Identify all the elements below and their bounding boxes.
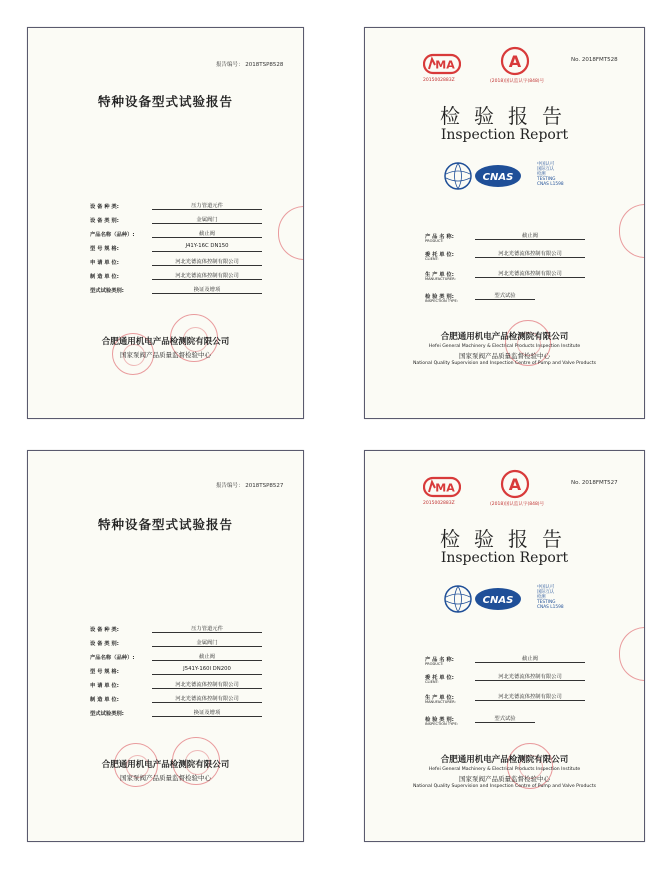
field-row xyxy=(425,653,595,665)
edge-seal-stamp xyxy=(619,204,645,258)
institute-name: 合肥通用机电产品检测院有限公司 xyxy=(101,760,230,770)
field-label: 型 号 规 格: xyxy=(90,246,119,252)
accreditation-logos xyxy=(443,584,523,614)
field-value: 截止阀 xyxy=(475,231,585,240)
field-value: 换证及增项 xyxy=(152,708,262,717)
field-label: 设 备 类 别: xyxy=(90,641,119,647)
report-number: 报告编号： 2018TSP8527 xyxy=(216,483,284,489)
institute-name-secondary: 国家泵阀产品质量监督检验中心 xyxy=(459,775,550,783)
field-label: 委 托 单 位: xyxy=(425,252,454,258)
field-sublabel: CLIENT: xyxy=(425,257,439,261)
field-value: 金属阀门 xyxy=(152,638,262,647)
cma-logo-icon xyxy=(423,476,461,498)
field-row xyxy=(425,290,595,302)
field-sublabel: MANUFACTURER: xyxy=(425,277,456,281)
svg-text:MA: MA xyxy=(435,481,455,495)
field-label: 检 验 类 别: xyxy=(425,717,454,723)
field-row xyxy=(425,671,595,683)
svg-text:A: A xyxy=(508,475,522,494)
field-sublabel: PRODUCT: xyxy=(425,239,444,243)
cal-logo-icon xyxy=(500,46,530,76)
institute-name: 合肥通用机电产品检测院有限公司 xyxy=(440,755,569,765)
field-label: 型式试验类别: xyxy=(90,288,124,294)
report-title-cn: 检验报告 xyxy=(440,104,576,128)
institute-name-en: Hefei General Machinery & Electrical Products Inspection Institute xyxy=(428,344,581,349)
field-value: 型式试验 xyxy=(475,714,535,723)
cma-logo xyxy=(423,53,461,75)
edge-seal-stamp xyxy=(278,206,304,260)
field-label: 检 验 类 别: xyxy=(425,294,454,300)
field-value: J541Y-160I DN200 xyxy=(152,666,262,675)
cal-logo xyxy=(500,469,530,499)
field-sublabel: INSPECTION TYPE: xyxy=(425,722,458,726)
cn-report-page-1 xyxy=(27,27,304,419)
field-sublabel: PRODUCT: xyxy=(425,662,444,666)
report-title-en: Inspection Report xyxy=(440,550,569,566)
field-label: 产品名称（品种）: xyxy=(90,232,135,238)
institute-name-secondary-en: National Quality Supervision and Inspection Centre of Pump and Valve Products xyxy=(412,784,597,789)
field-value: 河北光德流体控制有限公司 xyxy=(475,672,585,681)
field-value: 河北光德流体控制有限公司 xyxy=(475,269,585,278)
cal-logo xyxy=(500,46,530,76)
field-row xyxy=(90,693,270,705)
report-title-en: Inspection Report xyxy=(440,127,569,143)
svg-text:CNAS: CNAS xyxy=(482,595,514,606)
field-label: 设 备 种 类: xyxy=(90,204,119,210)
en-report-page-1 xyxy=(364,27,645,419)
field-sublabel: MANUFACTURER: xyxy=(425,700,456,704)
field-value: 截止阀 xyxy=(475,654,585,663)
institute-name-secondary-en: National Quality Supervision and Inspection Centre of Pump and Valve Products xyxy=(412,361,597,366)
field-label: 产品名称（品种）: xyxy=(90,655,135,661)
field-label: 制 造 单 位: xyxy=(90,697,119,703)
field-row xyxy=(90,623,270,635)
cma-number: 2015002883Z xyxy=(423,501,455,506)
cal-caption: (2018)国认监认字(848)号 xyxy=(490,79,545,84)
field-label: 申 请 单 位: xyxy=(90,683,119,689)
field-row xyxy=(90,284,270,296)
institute-name-secondary: 国家泵阀产品质量监督检验中心 xyxy=(120,774,211,782)
field-row xyxy=(425,691,595,703)
field-label: 产 品 名 称: xyxy=(425,234,454,240)
cma-number: 2015002883Z xyxy=(423,78,455,83)
field-value: 河北光德流体控制有限公司 xyxy=(475,692,585,701)
svg-text:MA: MA xyxy=(435,58,455,72)
field-value: 截止阀 xyxy=(152,652,262,661)
cnas-text: 中国认可 国际互认 检测 TESTING CNAS L1598 xyxy=(537,162,564,187)
field-value: 河北光德流体控制有限公司 xyxy=(152,257,262,266)
institute-name-secondary: 国家泵阀产品质量监督检验中心 xyxy=(459,352,550,360)
report-title-cn: 检验报告 xyxy=(440,527,576,551)
cnas-text: 中国认可 国际互认 检测 TESTING CNAS L1598 xyxy=(537,585,564,610)
field-value: 河北光德流体控制有限公司 xyxy=(152,694,262,703)
field-row xyxy=(425,230,595,242)
cn-report-page-2 xyxy=(27,450,304,842)
report-number: No. 2018FMT527 xyxy=(571,480,618,486)
institute-name: 合肥通用机电产品检测院有限公司 xyxy=(440,332,569,342)
field-label: 设 备 种 类: xyxy=(90,627,119,633)
field-row xyxy=(90,707,270,719)
report-title: 特种设备型式试验报告 xyxy=(97,517,233,532)
field-label: 型 号 规 格: xyxy=(90,669,119,675)
field-row xyxy=(90,679,270,691)
field-sublabel: CLIENT: xyxy=(425,680,439,684)
field-row xyxy=(90,228,270,240)
field-label: 设 备 类 别: xyxy=(90,218,119,224)
field-value: 压力管道元件 xyxy=(152,624,262,633)
en-report-page-2 xyxy=(364,450,645,842)
field-row xyxy=(90,270,270,282)
cal-logo-icon xyxy=(500,469,530,499)
institute-name-secondary: 国家泵阀产品质量监督检验中心 xyxy=(120,351,211,359)
field-row xyxy=(90,242,270,254)
svg-text:A: A xyxy=(508,52,522,71)
report-number: No. 2018FMT528 xyxy=(571,57,618,63)
field-row xyxy=(425,713,595,725)
field-label: 产 品 名 称: xyxy=(425,657,454,663)
report-number: 报告编号： 2018TSP8528 xyxy=(216,62,284,68)
field-value: J41Y-16C DN150 xyxy=(152,243,262,252)
field-value: 截止阀 xyxy=(152,229,262,238)
report-title: 特种设备型式试验报告 xyxy=(97,94,233,109)
cal-caption: (2018)国认监认字(848)号 xyxy=(490,502,545,507)
field-row xyxy=(90,651,270,663)
field-row xyxy=(425,248,595,260)
field-row xyxy=(90,256,270,268)
field-value: 金属阀门 xyxy=(152,215,262,224)
field-label: 型式试验类别: xyxy=(90,711,124,717)
field-row xyxy=(425,268,595,280)
svg-text:CNAS: CNAS xyxy=(482,172,514,183)
field-label: 制 造 单 位: xyxy=(90,274,119,280)
field-row xyxy=(90,637,270,649)
field-label: 生 产 单 位: xyxy=(425,272,454,278)
field-row xyxy=(90,665,270,677)
field-label: 委 托 单 位: xyxy=(425,675,454,681)
accreditation-logos xyxy=(443,161,523,191)
field-value: 河北光德流体控制有限公司 xyxy=(152,271,262,280)
field-value: 型式试验 xyxy=(475,291,535,300)
cma-logo-icon xyxy=(423,53,461,75)
institute-name: 合肥通用机电产品检测院有限公司 xyxy=(101,337,230,347)
field-value: 压力管道元件 xyxy=(152,201,262,210)
edge-seal-stamp xyxy=(619,627,645,681)
ilac-cnas-icon xyxy=(443,161,523,191)
field-row xyxy=(90,200,270,212)
field-label: 生 产 单 位: xyxy=(425,695,454,701)
cma-logo xyxy=(423,476,461,498)
field-value: 河北光德流体控制有限公司 xyxy=(152,680,262,689)
institute-name-en: Hefei General Machinery & Electrical Products Inspection Institute xyxy=(428,767,581,772)
field-label: 申 请 单 位: xyxy=(90,260,119,266)
ilac-cnas-icon xyxy=(443,584,523,614)
field-sublabel: INSPECTION TYPE: xyxy=(425,299,458,303)
field-value: 换证及增项 xyxy=(152,285,262,294)
field-value: 河北光德流体控制有限公司 xyxy=(475,249,585,258)
field-row xyxy=(90,214,270,226)
